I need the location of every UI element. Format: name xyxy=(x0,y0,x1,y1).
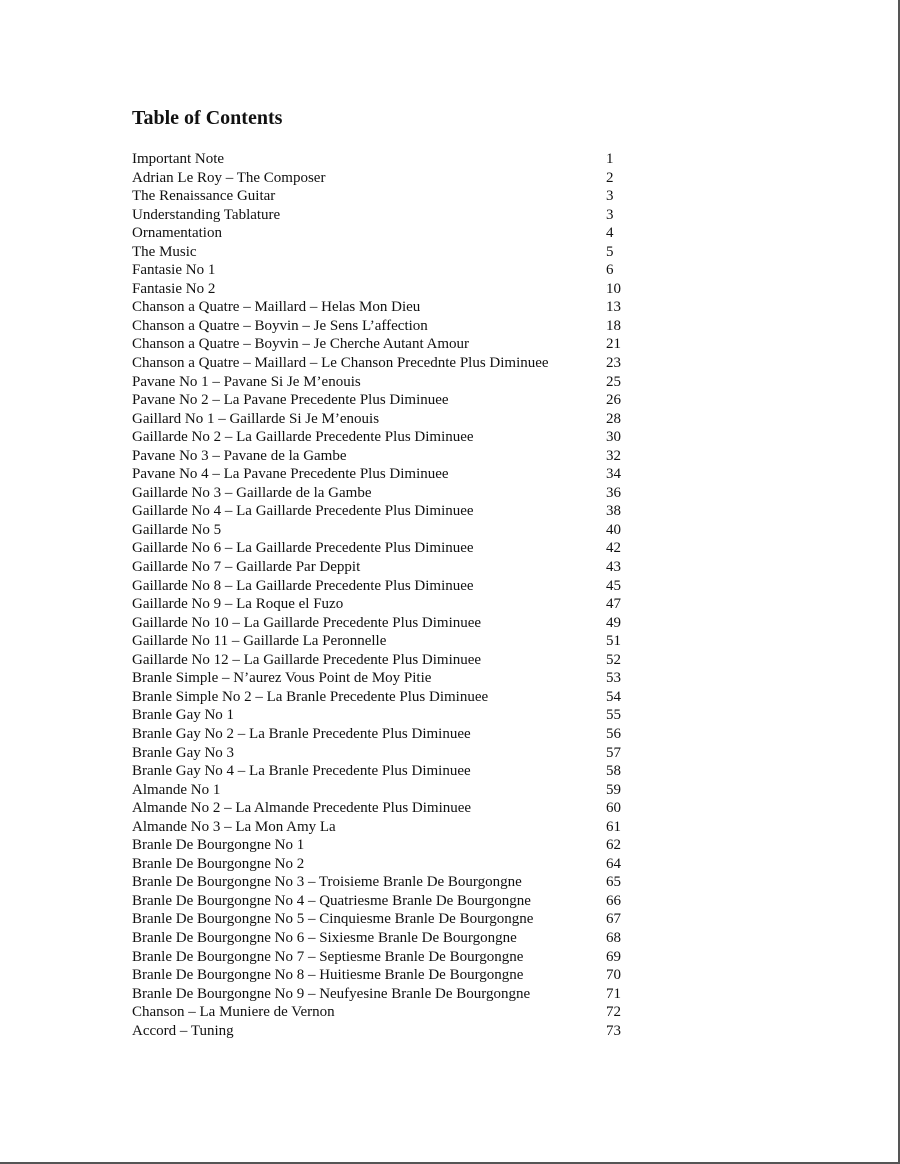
toc-entry-title: Gaillarde No 3 – Gaillarde de la Gambe xyxy=(132,484,372,501)
toc-entry xyxy=(132,150,632,169)
toc-entry-page-number: 68 xyxy=(606,929,621,946)
toc-entry-page-number: 3 xyxy=(606,206,614,223)
toc-entry-title: Branle Gay No 3 xyxy=(132,744,235,761)
toc-entry xyxy=(132,614,632,633)
toc-entry xyxy=(132,632,632,651)
toc-entry-title: Chanson a Quatre – Maillard – Helas Mon Dieu xyxy=(132,299,421,316)
toc-entry-title: Almande No 3 – La Mon Amy La xyxy=(132,818,336,835)
toc-entry xyxy=(132,243,632,262)
toc-entry xyxy=(132,1022,632,1041)
toc-entry xyxy=(132,910,632,929)
toc-entry-page-number: 18 xyxy=(606,317,621,334)
toc-entry-title: Pavane No 2 – La Pavane Precedente Plus Diminuee xyxy=(132,392,449,409)
toc-entry-page-number: 71 xyxy=(606,985,621,1002)
toc-entry-title: Gaillarde No 6 – La Gaillarde Precedente Plus Diminuee xyxy=(132,540,474,557)
toc-entry-title: Gaillarde No 7 – Gaillarde Par Deppit xyxy=(132,559,361,576)
toc-entry-page-number: 72 xyxy=(606,1004,621,1021)
toc-entry-title: Adrian Le Roy – The Composer xyxy=(132,169,326,186)
toc-entry-page-number: 66 xyxy=(606,892,621,909)
toc-entry xyxy=(132,391,632,410)
toc-entry-title: Pavane No 4 – La Pavane Precedente Plus Diminuee xyxy=(132,466,449,483)
toc-entry-page-number: 49 xyxy=(606,614,621,631)
toc-entry-title: Gaillarde No 12 – La Gaillarde Precedente Plus Diminuee xyxy=(132,651,482,668)
toc-entry xyxy=(132,335,632,354)
toc-entry-title: Gaillarde No 8 – La Gaillarde Precedente Plus Diminuee xyxy=(132,577,474,594)
toc-entry xyxy=(132,892,632,911)
toc-entry-page-number: 56 xyxy=(606,725,621,742)
toc-entry xyxy=(132,169,632,188)
toc-entry xyxy=(132,428,632,447)
toc-entry-page-number: 58 xyxy=(606,763,621,780)
toc-entry-page-number: 67 xyxy=(606,911,621,928)
toc-entry-page-number: 26 xyxy=(606,392,621,409)
toc-entry-title: Chanson – La Muniere de Vernon xyxy=(132,1004,335,1021)
toc-entry xyxy=(132,651,632,670)
toc-entry-page-number: 45 xyxy=(606,577,621,594)
toc-entry xyxy=(132,873,632,892)
toc-entry-page-number: 3 xyxy=(606,188,614,205)
toc-entry-title: Almande No 1 xyxy=(132,781,221,798)
toc-entry-title: Chanson a Quatre – Boyvin – Je Cherche Autant Amour xyxy=(132,336,470,353)
toc-entry xyxy=(132,948,632,967)
toc-entry-title: Gaillarde No 9 – La Roque el Fuzo xyxy=(132,596,344,613)
toc-entry-title: Gaillarde No 10 – La Gaillarde Precedente Plus Diminuee xyxy=(132,614,482,631)
toc-entry xyxy=(132,354,632,373)
toc-entry-title: Pavane No 1 – Pavane Si Je M’enouis xyxy=(132,373,361,390)
toc-entry xyxy=(132,688,632,707)
toc-entry-page-number: 36 xyxy=(606,484,621,501)
toc-entry xyxy=(132,1003,632,1022)
toc-entry-page-number: 6 xyxy=(606,262,614,279)
toc-entry-title: The Renaissance Guitar xyxy=(132,188,276,205)
toc-entry xyxy=(132,669,632,688)
toc-entry xyxy=(132,539,632,558)
toc-entry-title: Fantasie No 2 xyxy=(132,280,216,297)
toc-entry xyxy=(132,762,632,781)
toc-entry-title: Branle Gay No 4 – La Branle Precedente Plus Diminuee xyxy=(132,763,471,780)
toc-entry-page-number: 40 xyxy=(606,521,621,538)
toc-entry-title: Gaillarde No 2 – La Gaillarde Precedente Plus Diminuee xyxy=(132,429,474,446)
toc-entry-page-number: 70 xyxy=(606,967,621,984)
toc-entry-page-number: 25 xyxy=(606,373,621,390)
toc-entry-title: Pavane No 3 – Pavane de la Gambe xyxy=(132,447,347,464)
toc-entry-title: The Music xyxy=(132,243,197,260)
toc-entry-title: Almande No 2 – La Almande Precedente Plus Diminuee xyxy=(132,800,472,817)
toc-entry-page-number: 34 xyxy=(606,466,621,483)
toc-entry xyxy=(132,373,632,392)
toc-entry-title: Understanding Tablature xyxy=(132,206,281,223)
toc-entry-page-number: 23 xyxy=(606,355,621,372)
toc-entry-page-number: 47 xyxy=(606,596,621,613)
toc-entry-title: Branle De Bourgongne No 7 – Septiesme Branle De Bourgongne xyxy=(132,948,524,965)
toc-entry-page-number: 69 xyxy=(606,948,621,965)
toc-entry-page-number: 42 xyxy=(606,540,621,557)
toc-entry xyxy=(132,261,632,280)
toc-entry xyxy=(132,929,632,948)
toc-entry xyxy=(132,818,632,837)
toc-entry xyxy=(132,706,632,725)
toc-entry xyxy=(132,836,632,855)
toc-entry-title: Chanson a Quatre – Boyvin – Je Sens L’affection xyxy=(132,317,428,334)
toc-entry-title: Branle De Bourgongne No 6 – Sixiesme Branle De Bourgongne xyxy=(132,929,517,946)
toc-entry-page-number: 53 xyxy=(606,670,621,687)
toc-entry-page-number: 73 xyxy=(606,1022,621,1039)
toc-entry-title: Ornamentation xyxy=(132,225,222,242)
toc-entry xyxy=(132,855,632,874)
toc-entry-title: Chanson a Quatre – Maillard – Le Chanson Precednte Plus Diminuee xyxy=(132,355,549,372)
toc-entry-page-number: 21 xyxy=(606,336,621,353)
toc-entry-title: Gaillarde No 11 – Gaillarde La Peronnelle xyxy=(132,633,387,650)
toc-entry-title: Branle Gay No 1 xyxy=(132,707,235,724)
toc-entry xyxy=(132,187,632,206)
toc-entry xyxy=(132,595,632,614)
toc-entry-page-number: 61 xyxy=(606,818,621,835)
toc-entry-page-number: 57 xyxy=(606,744,621,761)
toc-entry xyxy=(132,521,632,540)
toc-entry xyxy=(132,781,632,800)
toc-entry-page-number: 13 xyxy=(606,299,621,316)
toc-entry-page-number: 55 xyxy=(606,707,621,724)
toc-entry-title: Branle De Bourgongne No 2 xyxy=(132,855,305,872)
toc-entry xyxy=(132,985,632,1004)
toc-entry-title: Gaillarde No 5 xyxy=(132,521,222,538)
toc-entry-page-number: 5 xyxy=(606,243,614,260)
toc-entry-title: Accord – Tuning xyxy=(132,1022,234,1039)
toc-entry-page-number: 51 xyxy=(606,633,621,650)
toc-entry xyxy=(132,298,632,317)
toc-entry-page-number: 4 xyxy=(606,225,614,242)
toc-entry-page-number: 30 xyxy=(606,429,621,446)
toc-entry xyxy=(132,224,632,243)
toc-entry-page-number: 43 xyxy=(606,559,621,576)
toc-title: Table of Contents xyxy=(132,107,283,129)
toc-entry-page-number: 65 xyxy=(606,874,621,891)
toc-entry-title: Fantasie No 1 xyxy=(132,262,216,279)
toc-entry xyxy=(132,744,632,763)
toc-entry-title: Branle Gay No 2 – La Branle Precedente Plus Diminuee xyxy=(132,725,471,742)
toc-entry-page-number: 10 xyxy=(606,280,621,297)
toc-entry-title: Branle De Bourgongne No 5 – Cinquiesme Branle De Bourgongne xyxy=(132,911,534,928)
toc-entry-page-number: 64 xyxy=(606,855,621,872)
toc-entry xyxy=(132,799,632,818)
toc-entry-page-number: 62 xyxy=(606,837,621,854)
toc-entry xyxy=(132,280,632,299)
toc-entry xyxy=(132,577,632,596)
toc-entry xyxy=(132,410,632,429)
toc-entry-title: Branle Simple – N’aurez Vous Point de Moy Pitie xyxy=(132,670,432,687)
toc-entry-page-number: 32 xyxy=(606,447,621,464)
toc-entry-title: Gaillard No 1 – Gaillarde Si Je M’enouis xyxy=(132,410,380,427)
toc-entry-page-number: 28 xyxy=(606,410,621,427)
toc-entry xyxy=(132,447,632,466)
toc-entry xyxy=(132,725,632,744)
toc-entry-title: Gaillarde No 4 – La Gaillarde Precedente Plus Diminuee xyxy=(132,503,474,520)
toc-entry xyxy=(132,465,632,484)
toc-entry-title: Branle De Bourgongne No 3 – Troisieme Branle De Bourgongne xyxy=(132,874,522,891)
toc-entry xyxy=(132,558,632,577)
toc-entry-title: Branle De Bourgongne No 8 – Huitiesme Branle De Bourgongne xyxy=(132,967,524,984)
toc-entry-page-number: 60 xyxy=(606,800,621,817)
toc-entry-page-number: 38 xyxy=(606,503,621,520)
toc-entry-page-number: 54 xyxy=(606,688,621,705)
toc-entry xyxy=(132,317,632,336)
toc-entry-page-number: 52 xyxy=(606,651,621,668)
toc-entry xyxy=(132,502,632,521)
toc-entry-title: Branle Simple No 2 – La Branle Precedente Plus Diminuee xyxy=(132,688,489,705)
toc-entry-title: Important Note xyxy=(132,151,225,167)
toc-entry-page-number: 59 xyxy=(606,781,621,798)
toc-entry-title: Branle De Bourgongne No 1 xyxy=(132,837,305,854)
toc-entry-title: Branle De Bourgongne No 9 – Neufyesine Branle De Bourgongne xyxy=(132,985,531,1002)
toc-entry-page-number: 2 xyxy=(606,169,614,186)
toc-entry xyxy=(132,966,632,985)
toc-entry-title: Branle De Bourgongne No 4 – Quatriesme Branle De Bourgongne xyxy=(132,892,531,909)
toc-list xyxy=(132,150,632,1040)
toc-entry xyxy=(132,484,632,503)
toc-entry-page-number: 1 xyxy=(606,151,614,167)
toc-entry xyxy=(132,206,632,225)
